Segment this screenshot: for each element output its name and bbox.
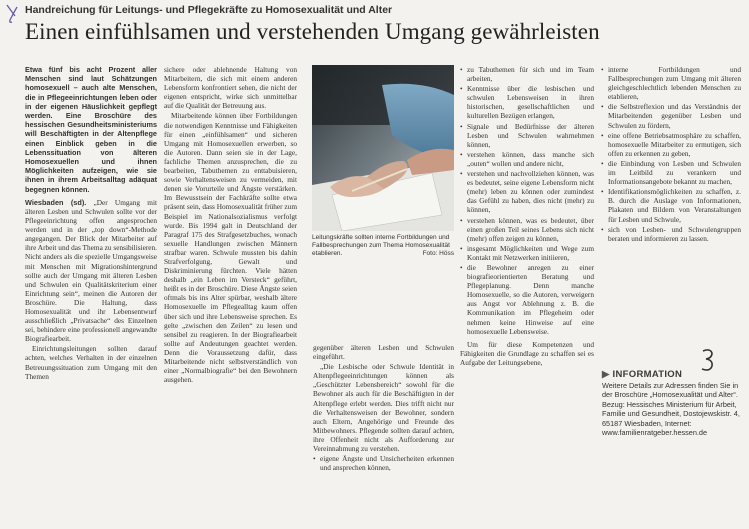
list-item: • verstehen können, was es bedeutet, über einen großen Teil seines Lebens sich nicht (mehr) offen zeigen zu können, <box>460 216 594 243</box>
handwritten-mark-icon <box>4 2 22 24</box>
list-item: • verstehen und nachvollziehen können, was es bedeutet, seine eigene Lebensform nicht (mehr) leben zu können oder zumindest das Gefühl zu haben, dies nicht (mehr) zu können, <box>460 169 594 214</box>
article-column-2 <box>164 65 297 527</box>
article-kicker: Handreichung für Leitungs- und Pflegekräfte zu Homosexualität und Alter <box>25 4 393 16</box>
dateline: Wiesbaden (sd). <box>25 197 87 207</box>
article-body-paragraph: gegenüber älteren Lesben und Schwulen eingeführt. <box>313 343 454 362</box>
photo-illustration <box>312 65 454 231</box>
handwritten-number-icon <box>700 347 716 373</box>
list-item: • Kenntnisse über die lesbischen und schwulen Lebensweisen in ihren historischen, gesellschaftlichen und kulturellen Bezügen erlangen, <box>460 84 594 120</box>
article-column-5 <box>601 65 741 355</box>
list-item: • eine offene Betriebsatmosphäre zu schaffen, homosexuelle Mitarbeiter zu ermutigen, sich offen zu erkennen zu geben, <box>601 131 741 158</box>
article-photo <box>312 65 454 231</box>
article-column-1 <box>25 65 157 527</box>
info-box-heading <box>602 369 682 380</box>
list-item: • interne Fortbildungen und Fallbesprechungen zum Umgang mit älteren gleichgeschlechtlich lebenden Menschen zu etablieren, <box>601 65 741 101</box>
list-item: • die Einbindung von Lesben und Schwulen im Leitbild zu verankern und Informationsangebote bekannt zu machen, <box>601 159 741 186</box>
list-item: • verstehen können, dass manche sich „outen“ wollen und andere nicht, <box>460 150 594 168</box>
article-body-paragraph: sichere oder ablehnende Haltung von Mitarbeitern, die sich mit einem anderen Lebensform konfrontiert sehen, die nicht der eigenen entspricht, wirke sich unmittelbar auf die Qualität der Betreuung aus. <box>164 65 297 111</box>
list-item: • sich von Lesben- und Schwulengruppen beraten und informieren zu lassen. <box>601 225 741 243</box>
article-headline: Einen einfühlsamen und verstehenden Umgang gewährleisten <box>25 19 600 44</box>
list-item: • Signale und Bedürfnisse der älteren Lesben und Schwulen wahrnehmen können, <box>460 122 594 149</box>
list-item: • Identifikationsmöglichkeiten zu schaffen, z. B. durch die Auslage von Informationen, Plakaten und Bildern von Veranstaltungen für Lesben und Schwule, <box>601 187 741 223</box>
info-arrow-icon: ▶ <box>602 369 613 380</box>
article-body-paragraph: „Die Lesbische oder Schwule Identität in Altenpflegeeinrichtungen können als „Geschützter Lebensbereich“ sowohl für die Bewohner als auch für die Beschäftigten in der Altenpflege erlebt werden. Dies trifft nicht nur die Verhaltensweisen der Bewohner, sondern auch Eltern, Angehörige und Freunde des Mitbewohners. Pflegende sollten darauf achten, ihre Offenheit nicht als Aufforderung zur Vereinnahmung zu verstehen. <box>313 362 454 454</box>
article-body-paragraph: Einrichtungsleitungen sollten darauf achten, welches Verhalten in der einzelnen Betreuungssituation zum Umgang mit den Themen <box>25 344 157 381</box>
caption-text: Leitungskräfte sollten interne Fortbildungen und Fallbesprechungen zum Thema Homosexualität etablieren. <box>312 234 450 258</box>
list-item: • eigene Ängste und Unsicherheiten erkennen und ansprechen können, <box>313 454 454 472</box>
article-column-3 <box>313 343 454 527</box>
article-body-paragraph <box>25 198 157 344</box>
info-heading-text: INFORMATION <box>612 369 683 380</box>
list-item: • die Bewohner anregen zu einer biografieorientierten Beratung und Pflegeplanung. Denn manche Homosexuelle, so die Autoren, verweigern aus Angst vor Ablehnung z. B. die Kommunikation im Pflegeheim oder nehmen keine Hinweise auf eine homosexuelle Lebensweise. <box>460 263 594 336</box>
photo-caption <box>312 234 454 259</box>
photo-credit: Foto: Höss <box>422 250 454 258</box>
list-item: • insgesamt Möglichkeiten und Wege zum Kontakt mit Netzwerken initiieren, <box>460 244 594 262</box>
article-body-paragraph: Um für diese Kompetenzen und Fähigkeiten die Grundlage zu schaffen sei es Aufgabe der Leitungsebene, <box>460 339 594 367</box>
body-text: „Der Umgang mit älteren Lesben und Schwulen sollte vor der Pflegeeinrichtung offen angesprochen werden und in der „top down“-Methode angegangen. Der Blick der Mitarbeiter auf ihre Arbeit und das Thema zu sensibilisieren. Nicht anders als die spezielle Umgangsweise mit Menschen mit Migrationshintergrund sollte auch der Umgang mit älteren Lesben und Schwulen ein Qualitätskriterium einer Einrichtung sein“, meinen die Autoren der Broschüre. Die Haltung, dass Homosexualität und ihr Lebensentwurf ausschließlich „Privatsache“ des Einzelnen sei, behindere eine professionell angewandte Biografiearbeit. <box>25 197 157 344</box>
article-column-4 <box>460 65 594 527</box>
article-body-paragraph: Mitarbeitende können über Fortbildungen die notwendigen Kenntnisse und Fähigkeiten für einen „einfühlsamen“ und sicheren Umgang mit Homosexuellen erwerben, so die Autoren. Dann seien sie in der Lage, fachliche Themen anzusprechen, die zu bearbeiten, Tabuthemen zu enttabuisieren, sowie Verhaltensweisen zu vermeiden, mit denen sie Vorurteile und Ängste verstärken. Im Bewusstsein der Fachkräfte sollte etwa präsent sein, dass Homosexualität früher zum Beispiel im Nationalsozialismus verfolgt wurde. Bis 1994 galt in Deutschland der Paragraf 175 des Strafgesetzbuches, wonach sexuelle Handlungen zwischen Männern strafbar waren. Schwule mussten bis dahin Strafverfolgung, Gewalt und Diskriminierung fürchten. Viele hätten deshalb „ein Leben im Versteck“ geführt, heißt es in der Broschüre. Diese Ängste seien oftmals bis ins Alter spürbar, weshalb ältere Homosexuelle im Pflegealltag kaum offen über sich und ihre Lebensweise sprechen. Es gelte „zwischen den Zeilen“ zu lesen und sensibel zu reagieren. In der Biografiearbeit sollte auf Andeutungen geachtet werden. Denn die Voraussetzung dafür, dass Mitarbeitende nicht selbstverständlich von einer „Normalbiografie“ bei den Bewohnern ausgehen. <box>164 111 297 385</box>
article-lead: Etwa fünf bis acht Prozent aller Menschen sind laut Schätzungen homosexuell – auch alte Menschen, die in Pflegeeinrichtungen leben oder in der eigenen Häuslichkeit gepflegt werden. Eine Broschüre des hessischen Gesundheitsministeriums will Beschäftigten in der Altenpflege einen Einblick geben in die Lebenssituation von älteren Homosexuellen und ihnen Möglichkeiten aufzeigen, wie sie ihnen in ihrem Arbeitsalltag adäquat begegnen können. <box>25 65 157 194</box>
list-item: • die Selbstreflexion und das Verständnis der Mitarbeitenden gegenüber Lesben und Schwulen zu fördern, <box>601 102 741 129</box>
info-box-text: Weitere Details zur Adressen finden Sie in der Broschüre „Homosexualität und Alter“. Bezug: Hessisches Ministerium für Arbeit, Familie und Gesundheit, Dostojewskistr. 4, 65187 Wiesbaden, Internet: www.familienratgeber.hessen.de <box>602 381 740 438</box>
list-item: • zu Tabuthemen für sich und im Team arbeiten, <box>460 65 594 83</box>
